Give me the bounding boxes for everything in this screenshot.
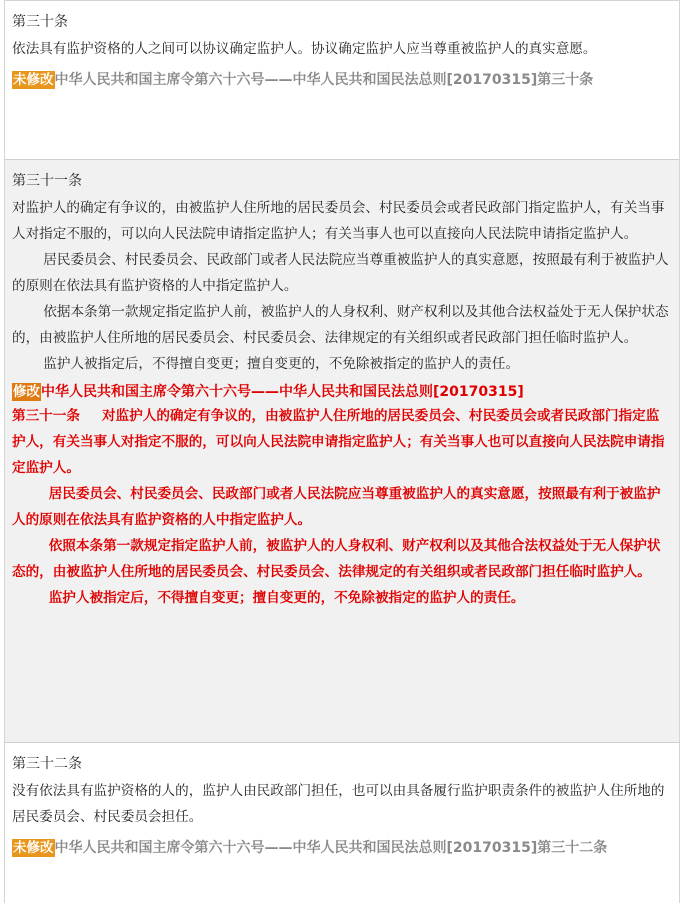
article-paragraph: 监护人被指定后，不得擅自变更；擅自变更的，不免除被指定的监护人的责任。 (43, 356, 520, 372)
revised-paragraph: 监护人被指定后，不得擅自变更；擅自变更的，不免除被指定的监护人的责任。 (48, 590, 525, 606)
revised-title: 第三十一条 (12, 408, 80, 424)
article-block-32 (4, 743, 680, 903)
article-paragraph: 对监护人的确定有争议的，由被监护人住所地的居民委员会、村民委员会或者民政部门指定监护人，有关当事人对指定不服的，可以向人民法院申请指定监护人；有关当事人也可以直接向人民法院申请指定监护人。 (12, 200, 665, 242)
article-paragraph: 居民委员会、村民委员会、民政部门或者人民法院应当尊重被监护人的真实意愿，按照最有利于被监护人的原则在依法具有监护资格的人中指定监护人。 (12, 252, 669, 294)
source-link[interactable]: 中华人民共和国主席令第六十六号——中华人民共和国民法总则[20170315]第三十条 (54, 72, 594, 88)
article-title: 第三十条 (12, 14, 68, 30)
revised-paragraph (12, 403, 672, 481)
article-block-31 (4, 160, 680, 743)
article-paragraph: 依据本条第一款规定指定监护人前，被监护人的人身权利、财产权利以及其他合法权益处于无人保护状态的，由被监护人住所地的居民委员会、村民委员会、法律规定的有关组织或者民政部门担任临时监护人。 (12, 304, 669, 346)
source-line (12, 837, 672, 859)
source-line (12, 381, 672, 403)
source-line (12, 69, 672, 91)
status-badge-unrevised: 未修改 (13, 72, 54, 88)
article-block-30 (4, 0, 680, 160)
article-paragraph: 依法具有监护资格的人之间可以协议确定监护人。协议确定监护人应当尊重被监护人的真实意愿。 (12, 41, 597, 57)
revised-paragraph: 居民委员会、村民委员会、民政部门或者人民法院应当尊重被监护人的真实意愿，按照最有利于被监护人的原则在依法具有监护资格的人中指定监护人。 (12, 486, 661, 528)
source-link[interactable]: 中华人民共和国主席令第六十六号——中华人民共和国民法总则[20170315]第三十二条 (54, 840, 608, 856)
source-link[interactable]: 中华人民共和国主席令第六十六号——中华人民共和国民法总则[20170315] (41, 384, 524, 400)
revised-paragraph: 依照本条第一款规定指定监护人前，被监护人的人身权利、财产权利以及其他合法权益处于无人保护状态的，由被监护人住所地的居民委员会、村民委员会、法律规定的有关组织或者民政部门担任临时监护人。 (12, 538, 661, 580)
article-title: 第三十二条 (12, 756, 82, 772)
status-badge-revised: 修改 (13, 384, 40, 400)
revised-paragraph-text: 对监护人的确定有争议的，由被监护人住所地的居民委员会、村民委员会或者民政部门指定监护人，有关当事人对指定不服的，可以向人民法院申请指定监护人；有关当事人也可以直接向人民法院申请指定监护人。 (12, 408, 665, 476)
article-paragraph: 没有依法具有监护资格的人的，监护人由民政部门担任，也可以由具备履行监护职责条件的被监护人住所地的居民委员会、村民委员会担任。 (12, 783, 665, 825)
status-badge-unrevised: 未修改 (13, 840, 54, 856)
article-title: 第三十一条 (12, 173, 82, 189)
